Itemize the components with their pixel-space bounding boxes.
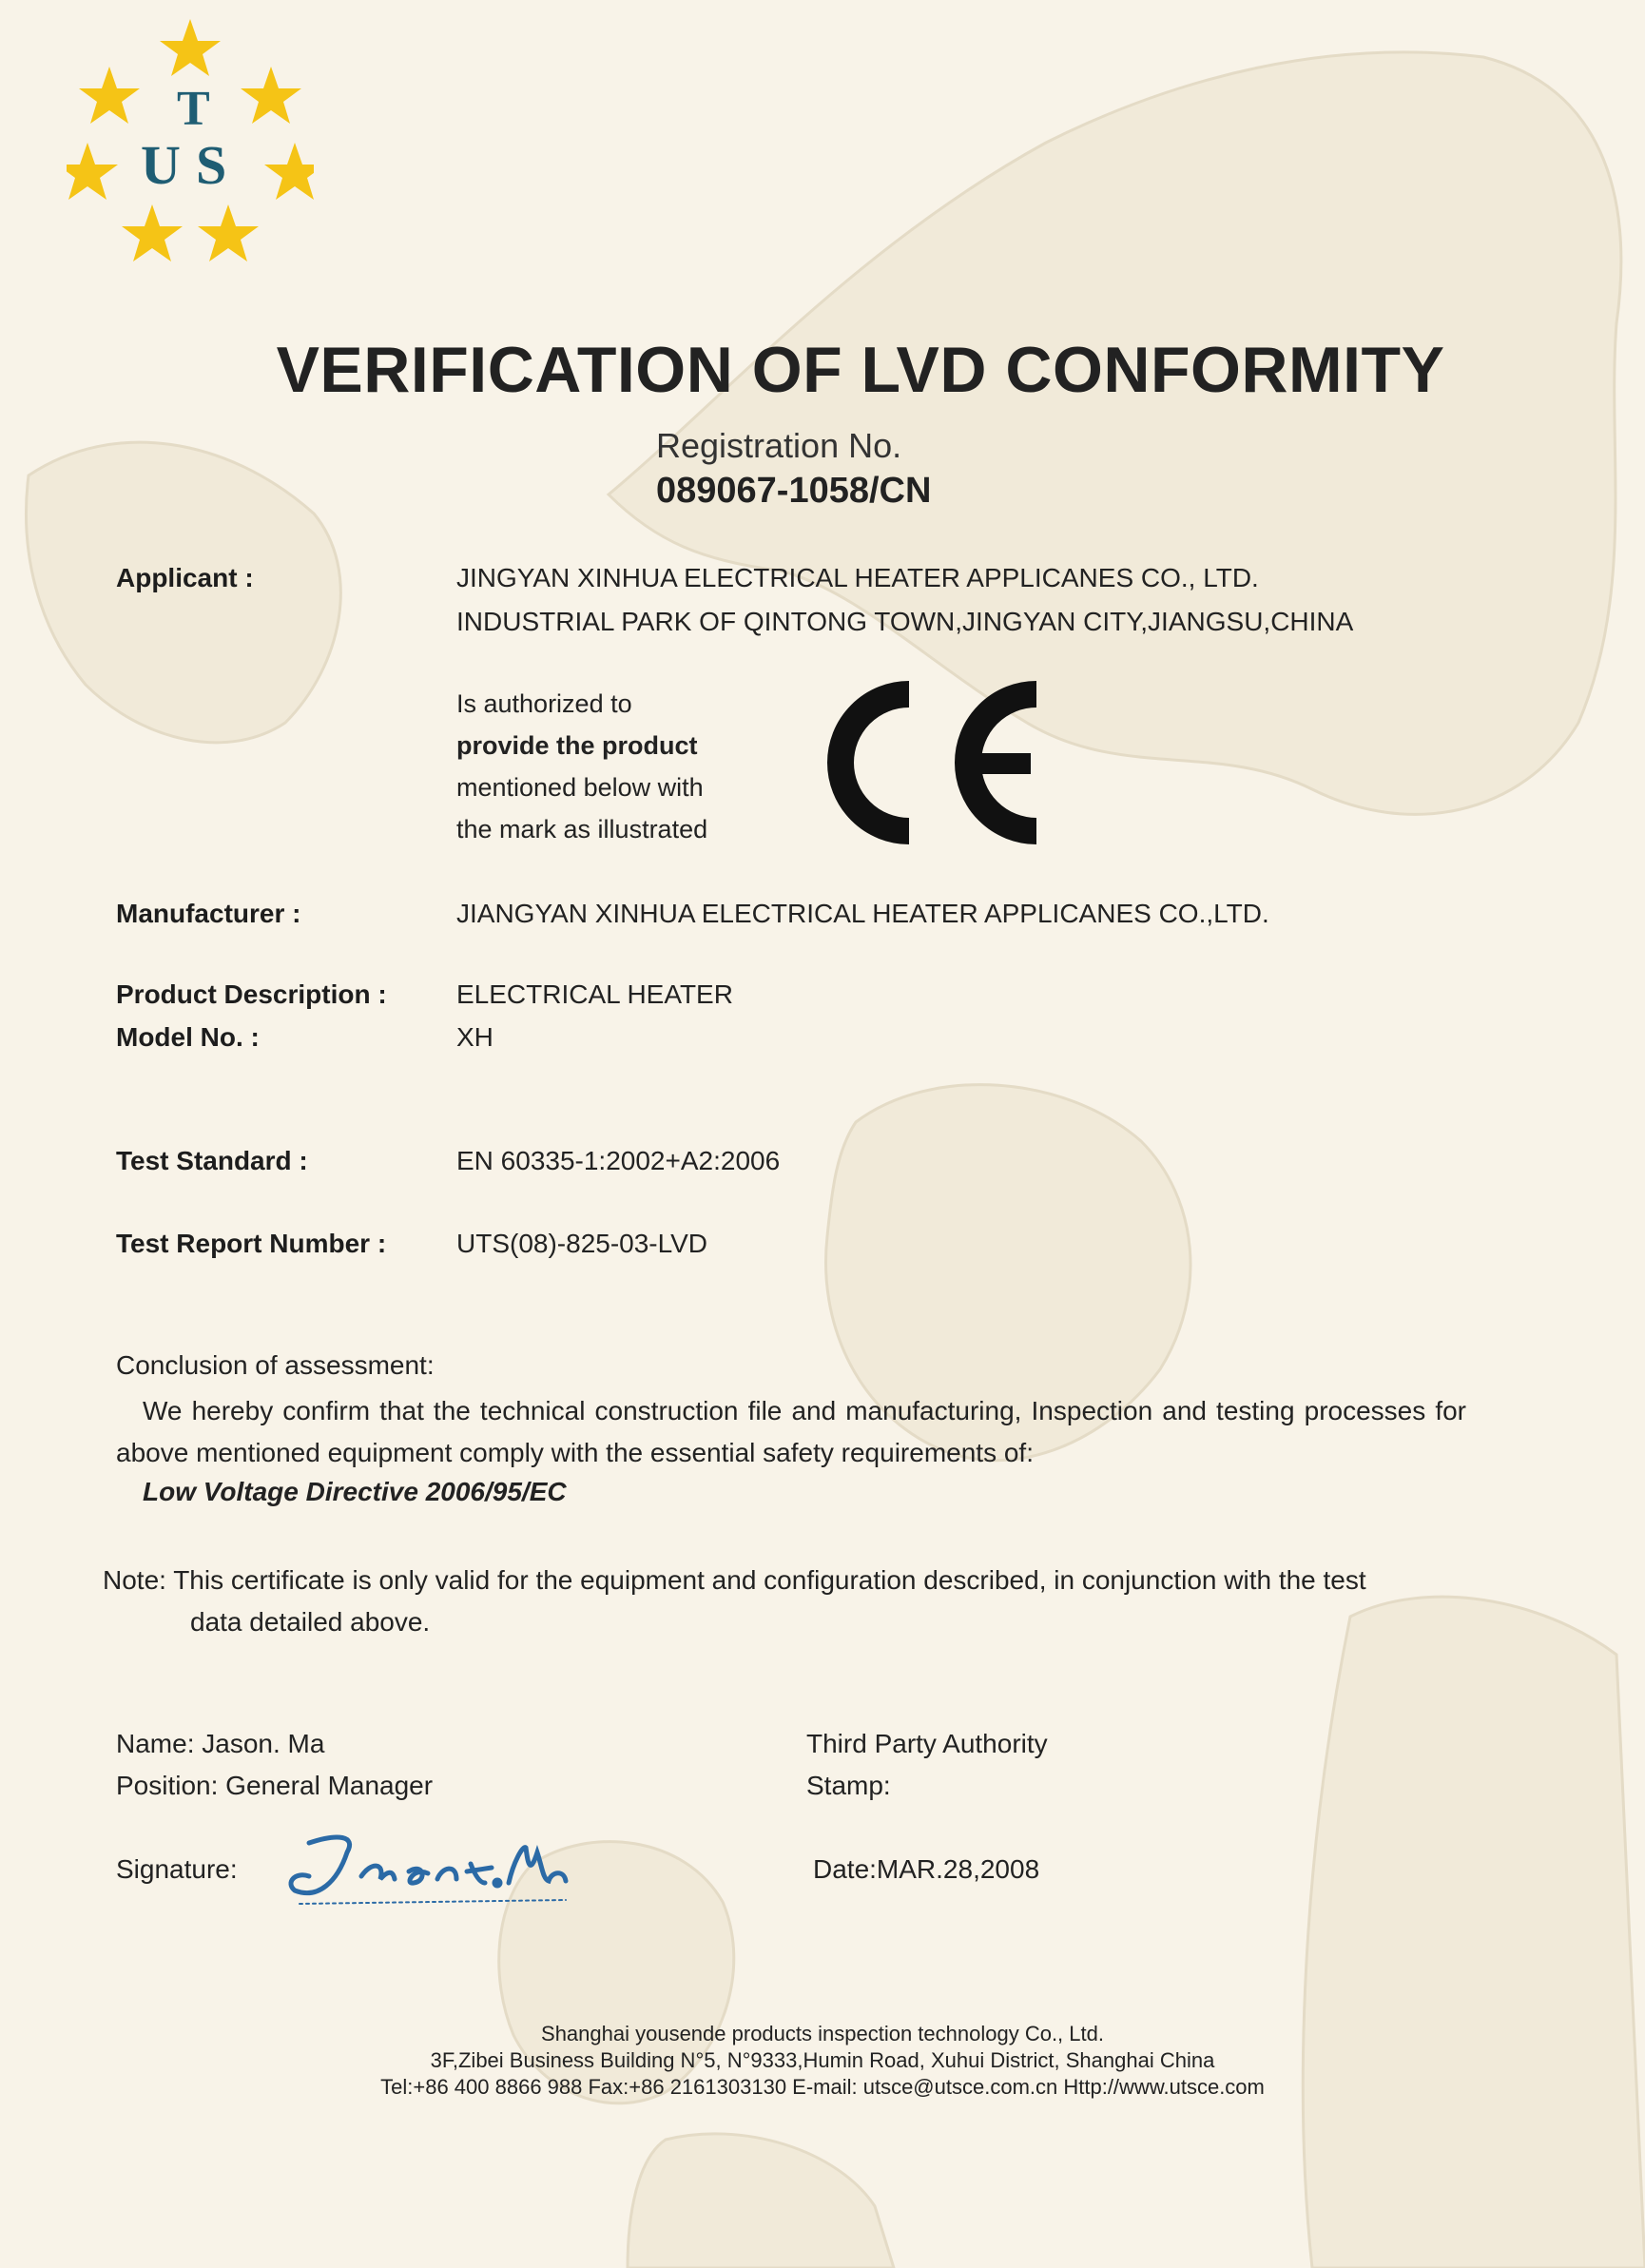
document-title: VERIFICATION OF LVD CONFORMITY [276,334,1445,406]
manufacturer-value: JIANGYAN XINHUA ELECTRICAL HEATER APPLICANES CO.,LTD. [456,899,1269,928]
registration-number: 089067-1058/CN [656,471,932,511]
authorization-line: the mark as illustrated [456,815,708,843]
certificate-note [103,1560,1472,1643]
signature-label: Signature: [116,1854,238,1884]
manufacturer-label: Manufacturer : [116,899,301,928]
model-label: Model No. : [116,1022,260,1052]
footer-company: Shanghai yousende products inspection technology Co., Ltd. [541,2022,1104,2045]
report-value: UTS(08)-825-03-LVD [456,1229,708,1258]
handwritten-signature [281,1824,575,1909]
applicant-name: JINGYAN XINHUA ELECTRICAL HEATER APPLICANES CO., LTD. [456,563,1259,592]
product-label: Product Description : [116,979,387,1009]
authorization-text [456,683,707,850]
issue-date: Date:MAR.28,2008 [813,1854,1040,1884]
authority-label: Third Party Authority [806,1729,1048,1758]
applicant-label: Applicant : [116,563,254,592]
standard-label: Test Standard : [116,1146,308,1175]
signatory-name: Name: Jason. Ma [116,1729,325,1758]
product-value: ELECTRICAL HEATER [456,979,733,1009]
ce-mark-icon [827,677,1055,848]
authorization-line: mentioned below with [456,773,704,802]
standard-value: EN 60335-1:2002+A2:2006 [456,1146,781,1175]
authorization-line: Is authorized to [456,689,632,718]
applicant-address: INDUSTRIAL PARK OF QINTONG TOWN,JINGYAN CITY,JIANGSU,CHINA [456,607,1354,636]
registration-label: Registration No. [656,426,902,465]
authorization-line: provide the product [456,731,698,760]
logo-letters: T U S [141,82,227,196]
model-value: XH [456,1022,494,1052]
footer-contact: Tel:+86 400 8866 988 Fax:+86 2161303130 E-mail: utsce@utsce.com.cn Http://www.utsce.com [380,2075,1265,2099]
conclusion-text: We hereby confirm that the technical construction file and manufacturing, Inspection and testing processes for above mentioned equipment comply with the essential safety requirements of: [116,1396,1466,1467]
report-label: Test Report Number : [116,1229,387,1258]
signatory-position: Position: General Manager [116,1771,434,1800]
stamp-label: Stamp: [806,1771,891,1800]
footer-address: 3F,Zibei Business Building N°5, N°9333,Humin Road, Xuhui District, Shanghai China [430,2048,1215,2072]
tus-logo [67,14,314,262]
directive-text: Low Voltage Directive 2006/95/EC [143,1477,567,1506]
note-line: Note: This certificate is only valid for the equipment and configuration described, in conjunction with the test [103,1565,1366,1595]
note-line: data detailed above. [190,1607,431,1637]
conclusion-heading: Conclusion of assessment: [116,1350,435,1380]
